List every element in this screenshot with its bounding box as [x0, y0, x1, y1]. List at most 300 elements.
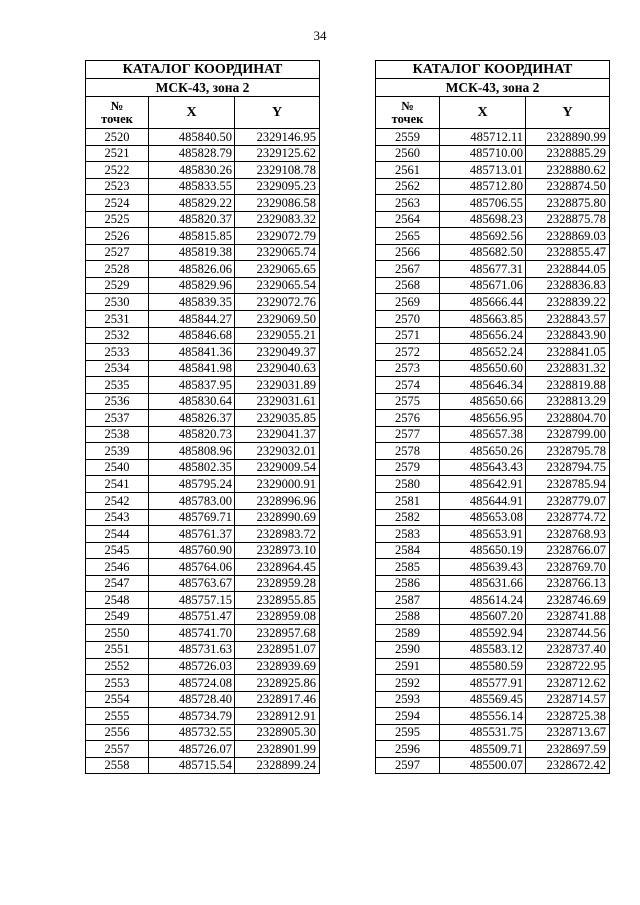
table-row [86, 459, 320, 476]
x-coordinate-cell: 485763.67 [149, 575, 235, 592]
table-row [86, 162, 320, 179]
point-number-cell: 2556 [86, 724, 149, 741]
point-number-cell: 2537 [86, 410, 149, 427]
table-row [86, 476, 320, 493]
point-number-cell: 2554 [86, 691, 149, 708]
table-row [376, 393, 610, 410]
column-header-y: Y [235, 97, 320, 129]
y-coordinate-cell: 2328768.93 [526, 526, 610, 543]
table-row [86, 608, 320, 625]
table-row [86, 360, 320, 377]
table-row [376, 327, 610, 344]
table-row [376, 129, 610, 146]
x-coordinate-cell: 485643.43 [440, 459, 526, 476]
point-number-cell: 2534 [86, 360, 149, 377]
x-coordinate-cell: 485666.44 [440, 294, 526, 311]
y-coordinate-cell: 2329031.89 [235, 377, 320, 394]
point-number-cell: 2530 [86, 294, 149, 311]
point-number-cell: 2566 [376, 244, 440, 261]
point-number-cell: 2541 [86, 476, 149, 493]
table-row [376, 244, 610, 261]
y-coordinate-cell: 2328819.88 [526, 377, 610, 394]
table-row [376, 691, 610, 708]
point-number-cell: 2580 [376, 476, 440, 493]
x-coordinate-cell: 485710.00 [440, 145, 526, 162]
table-row [86, 393, 320, 410]
y-coordinate-cell: 2328939.69 [235, 658, 320, 675]
table-row [86, 129, 320, 146]
y-coordinate-cell: 2328957.68 [235, 625, 320, 642]
x-coordinate-cell: 485556.14 [440, 708, 526, 725]
y-coordinate-cell: 2328766.13 [526, 575, 610, 592]
column-header-point-number [376, 97, 440, 129]
y-coordinate-cell: 2328905.30 [235, 724, 320, 741]
point-number-cell: 2550 [86, 625, 149, 642]
x-coordinate-cell: 485663.85 [440, 311, 526, 328]
table-row [376, 575, 610, 592]
table-row [376, 559, 610, 576]
point-number-cell: 2588 [376, 608, 440, 625]
point-number-cell: 2591 [376, 658, 440, 675]
point-number-cell: 2547 [86, 575, 149, 592]
y-coordinate-cell: 2328799.00 [526, 426, 610, 443]
y-coordinate-cell: 2328722.95 [526, 658, 610, 675]
point-number-cell: 2551 [86, 641, 149, 658]
x-coordinate-cell: 485650.60 [440, 360, 526, 377]
y-coordinate-cell: 2329032.01 [235, 443, 320, 460]
table-row [86, 410, 320, 427]
table-row [86, 575, 320, 592]
x-coordinate-cell: 485653.91 [440, 526, 526, 543]
point-number-cell: 2524 [86, 195, 149, 212]
point-number-cell: 2568 [376, 277, 440, 294]
table-row [86, 691, 320, 708]
y-coordinate-cell: 2329083.32 [235, 211, 320, 228]
point-number-cell: 2522 [86, 162, 149, 179]
point-number-cell: 2564 [376, 211, 440, 228]
x-coordinate-cell: 485692.56 [440, 228, 526, 245]
column-header-points: точек [391, 111, 424, 126]
table-row [376, 708, 610, 725]
point-number-cell: 2545 [86, 542, 149, 559]
table-row [376, 625, 610, 642]
y-coordinate-cell: 2328672.42 [526, 757, 610, 774]
table-row [86, 509, 320, 526]
x-coordinate-cell: 485846.68 [149, 327, 235, 344]
x-coordinate-cell: 485830.64 [149, 393, 235, 410]
table-subtitle: МСК-43, зона 2 [86, 79, 320, 97]
y-coordinate-cell: 2328899.24 [235, 757, 320, 774]
point-number-cell: 2587 [376, 592, 440, 609]
x-coordinate-cell: 485837.95 [149, 377, 235, 394]
table-row [86, 145, 320, 162]
y-coordinate-cell: 2328885.29 [526, 145, 610, 162]
table-row [376, 294, 610, 311]
point-number-cell: 2538 [86, 426, 149, 443]
x-coordinate-cell: 485580.59 [440, 658, 526, 675]
table-row [86, 493, 320, 510]
table-row [86, 757, 320, 774]
table-row [376, 509, 610, 526]
point-number-cell: 2577 [376, 426, 440, 443]
y-coordinate-cell: 2328844.05 [526, 261, 610, 278]
point-number-cell: 2563 [376, 195, 440, 212]
x-coordinate-cell: 485828.79 [149, 145, 235, 162]
y-coordinate-cell: 2329049.37 [235, 344, 320, 361]
y-coordinate-cell: 2328875.78 [526, 211, 610, 228]
x-coordinate-cell: 485712.11 [440, 129, 526, 146]
y-coordinate-cell: 2329065.54 [235, 277, 320, 294]
x-coordinate-cell: 485642.91 [440, 476, 526, 493]
y-coordinate-cell: 2329065.74 [235, 244, 320, 261]
point-number-cell: 2576 [376, 410, 440, 427]
y-coordinate-cell: 2328843.90 [526, 327, 610, 344]
y-coordinate-cell: 2328951.07 [235, 641, 320, 658]
table-row [86, 178, 320, 195]
y-coordinate-cell: 2328744.56 [526, 625, 610, 642]
point-number-cell: 2561 [376, 162, 440, 179]
y-coordinate-cell: 2328959.08 [235, 608, 320, 625]
y-coordinate-cell: 2328890.99 [526, 129, 610, 146]
table-row [86, 228, 320, 245]
point-number-cell: 2523 [86, 178, 149, 195]
point-number-cell: 2594 [376, 708, 440, 725]
x-coordinate-cell: 485677.31 [440, 261, 526, 278]
y-coordinate-cell: 2328746.69 [526, 592, 610, 609]
x-coordinate-cell: 485829.22 [149, 195, 235, 212]
table-row [376, 195, 610, 212]
y-coordinate-cell: 2328785.94 [526, 476, 610, 493]
point-number-cell: 2567 [376, 261, 440, 278]
table-row [376, 757, 610, 774]
x-coordinate-cell: 485656.95 [440, 410, 526, 427]
point-number-cell: 2549 [86, 608, 149, 625]
y-coordinate-cell: 2328774.72 [526, 509, 610, 526]
table-row [376, 641, 610, 658]
y-coordinate-cell: 2328917.46 [235, 691, 320, 708]
x-coordinate-cell: 485607.20 [440, 608, 526, 625]
x-coordinate-cell: 485715.54 [149, 757, 235, 774]
table-row [86, 559, 320, 576]
table-row [376, 426, 610, 443]
table-row [86, 344, 320, 361]
x-coordinate-cell: 485500.07 [440, 757, 526, 774]
x-coordinate-cell: 485840.50 [149, 129, 235, 146]
y-coordinate-cell: 2328880.62 [526, 162, 610, 179]
x-coordinate-cell: 485592.94 [440, 625, 526, 642]
x-coordinate-cell: 485769.71 [149, 509, 235, 526]
column-header-num-sign: № [401, 99, 414, 113]
y-coordinate-cell: 2329031.61 [235, 393, 320, 410]
table-row [376, 658, 610, 675]
point-number-cell: 2574 [376, 377, 440, 394]
table-row [86, 311, 320, 328]
table-row [376, 162, 610, 179]
x-coordinate-cell: 485731.63 [149, 641, 235, 658]
x-coordinate-cell: 485631.66 [440, 575, 526, 592]
point-number-cell: 2579 [376, 459, 440, 476]
x-coordinate-cell: 485657.38 [440, 426, 526, 443]
table-row [86, 195, 320, 212]
table-row [376, 360, 610, 377]
x-coordinate-cell: 485808.96 [149, 443, 235, 460]
x-coordinate-cell: 485841.98 [149, 360, 235, 377]
point-number-cell: 2565 [376, 228, 440, 245]
point-number-cell: 2555 [86, 708, 149, 725]
point-number-cell: 2536 [86, 393, 149, 410]
x-coordinate-cell: 485841.36 [149, 344, 235, 361]
y-coordinate-cell: 2328769.70 [526, 559, 610, 576]
x-coordinate-cell: 485724.08 [149, 675, 235, 692]
table-row [86, 277, 320, 294]
column-header-num-sign: № [110, 99, 124, 113]
point-number-cell: 2572 [376, 344, 440, 361]
x-coordinate-cell: 485826.37 [149, 410, 235, 427]
y-coordinate-cell: 2328804.70 [526, 410, 610, 427]
x-coordinate-cell: 485830.26 [149, 162, 235, 179]
table-subtitle: МСК-43, зона 2 [376, 79, 610, 97]
table-row [86, 625, 320, 642]
x-coordinate-cell: 485757.15 [149, 592, 235, 609]
y-coordinate-cell: 2328983.72 [235, 526, 320, 543]
point-number-cell: 2539 [86, 443, 149, 460]
point-number-cell: 2593 [376, 691, 440, 708]
y-coordinate-cell: 2328725.38 [526, 708, 610, 725]
table-row [376, 741, 610, 758]
table-body-right [376, 129, 610, 774]
point-number-cell: 2575 [376, 393, 440, 410]
table-row [376, 277, 610, 294]
table-row [86, 675, 320, 692]
x-coordinate-cell: 485644.91 [440, 493, 526, 510]
point-number-cell: 2589 [376, 625, 440, 642]
y-coordinate-cell: 2328990.69 [235, 509, 320, 526]
y-coordinate-cell: 2329072.79 [235, 228, 320, 245]
y-coordinate-cell: 2329009.54 [235, 459, 320, 476]
y-coordinate-cell: 2328714.57 [526, 691, 610, 708]
y-coordinate-cell: 2328779.07 [526, 493, 610, 510]
y-coordinate-cell: 2329108.78 [235, 162, 320, 179]
y-coordinate-cell: 2329095.23 [235, 178, 320, 195]
point-number-cell: 2569 [376, 294, 440, 311]
point-number-cell: 2582 [376, 509, 440, 526]
x-coordinate-cell: 485712.80 [440, 178, 526, 195]
x-coordinate-cell: 485614.24 [440, 592, 526, 609]
point-number-cell: 2533 [86, 344, 149, 361]
x-coordinate-cell: 485734.79 [149, 708, 235, 725]
x-coordinate-cell: 485820.37 [149, 211, 235, 228]
y-coordinate-cell: 2328855.47 [526, 244, 610, 261]
table-row [376, 178, 610, 195]
table-row [86, 244, 320, 261]
x-coordinate-cell: 485577.91 [440, 675, 526, 692]
x-coordinate-cell: 485764.06 [149, 559, 235, 576]
y-coordinate-cell: 2328955.85 [235, 592, 320, 609]
point-number-cell: 2596 [376, 741, 440, 758]
x-coordinate-cell: 485726.07 [149, 741, 235, 758]
x-coordinate-cell: 485795.24 [149, 476, 235, 493]
table-row [86, 377, 320, 394]
point-number-cell: 2531 [86, 311, 149, 328]
y-coordinate-cell: 2328737.40 [526, 641, 610, 658]
y-coordinate-cell: 2328973.10 [235, 542, 320, 559]
y-coordinate-cell: 2328901.99 [235, 741, 320, 758]
y-coordinate-cell: 2329065.65 [235, 261, 320, 278]
point-number-cell: 2552 [86, 658, 149, 675]
point-number-cell: 2585 [376, 559, 440, 576]
column-header-points: точек [101, 111, 133, 126]
y-coordinate-cell: 2329086.58 [235, 195, 320, 212]
table-row [376, 443, 610, 460]
table-row [376, 526, 610, 543]
y-coordinate-cell: 2329146.95 [235, 129, 320, 146]
table-row [86, 542, 320, 559]
point-number-cell: 2526 [86, 228, 149, 245]
y-coordinate-cell: 2328925.86 [235, 675, 320, 692]
x-coordinate-cell: 485839.35 [149, 294, 235, 311]
point-number-cell: 2543 [86, 509, 149, 526]
x-coordinate-cell: 485726.03 [149, 658, 235, 675]
table-row [376, 344, 610, 361]
x-coordinate-cell: 485653.08 [440, 509, 526, 526]
point-number-cell: 2532 [86, 327, 149, 344]
y-coordinate-cell: 2328841.05 [526, 344, 610, 361]
table-row [376, 311, 610, 328]
y-coordinate-cell: 2328794.75 [526, 459, 610, 476]
point-number-cell: 2560 [376, 145, 440, 162]
y-coordinate-cell: 2328766.07 [526, 542, 610, 559]
y-coordinate-cell: 2328996.96 [235, 493, 320, 510]
y-coordinate-cell: 2328839.22 [526, 294, 610, 311]
y-coordinate-cell: 2329069.50 [235, 311, 320, 328]
table-row [86, 592, 320, 609]
y-coordinate-cell: 2329125.62 [235, 145, 320, 162]
y-coordinate-cell: 2328836.83 [526, 277, 610, 294]
point-number-cell: 2578 [376, 443, 440, 460]
y-coordinate-cell: 2328912.91 [235, 708, 320, 725]
x-coordinate-cell: 485741.70 [149, 625, 235, 642]
table-row [86, 426, 320, 443]
point-number-cell: 2583 [376, 526, 440, 543]
table-row [376, 261, 610, 278]
y-coordinate-cell: 2328964.45 [235, 559, 320, 576]
table-row [86, 211, 320, 228]
x-coordinate-cell: 485783.00 [149, 493, 235, 510]
table-row [376, 145, 610, 162]
table-row [376, 542, 610, 559]
point-number-cell: 2570 [376, 311, 440, 328]
x-coordinate-cell: 485682.50 [440, 244, 526, 261]
y-coordinate-cell: 2329035.85 [235, 410, 320, 427]
table-row [86, 261, 320, 278]
point-number-cell: 2562 [376, 178, 440, 195]
table-body-left [86, 129, 320, 774]
point-number-cell: 2540 [86, 459, 149, 476]
table-row [86, 443, 320, 460]
table-row [376, 724, 610, 741]
x-coordinate-cell: 485509.71 [440, 741, 526, 758]
x-coordinate-cell: 485728.40 [149, 691, 235, 708]
y-coordinate-cell: 2328869.03 [526, 228, 610, 245]
x-coordinate-cell: 485819.38 [149, 244, 235, 261]
table-row [376, 592, 610, 609]
x-coordinate-cell: 485844.27 [149, 311, 235, 328]
x-coordinate-cell: 485531.75 [440, 724, 526, 741]
point-number-cell: 2527 [86, 244, 149, 261]
x-coordinate-cell: 485761.37 [149, 526, 235, 543]
table-row [376, 493, 610, 510]
point-number-cell: 2597 [376, 757, 440, 774]
point-number-cell: 2573 [376, 360, 440, 377]
y-coordinate-cell: 2328831.32 [526, 360, 610, 377]
x-coordinate-cell: 485713.01 [440, 162, 526, 179]
y-coordinate-cell: 2328874.50 [526, 178, 610, 195]
table-row [376, 459, 610, 476]
point-number-cell: 2553 [86, 675, 149, 692]
y-coordinate-cell: 2328712.62 [526, 675, 610, 692]
x-coordinate-cell: 485802.35 [149, 459, 235, 476]
coordinate-catalog-table-right [375, 60, 610, 774]
point-number-cell: 2592 [376, 675, 440, 692]
y-coordinate-cell: 2328959.28 [235, 575, 320, 592]
column-header-y: Y [526, 97, 610, 129]
point-number-cell: 2590 [376, 641, 440, 658]
y-coordinate-cell: 2328697.59 [526, 741, 610, 758]
table-row [376, 410, 610, 427]
point-number-cell: 2595 [376, 724, 440, 741]
y-coordinate-cell: 2329041.37 [235, 426, 320, 443]
x-coordinate-cell: 485656.24 [440, 327, 526, 344]
x-coordinate-cell: 485826.06 [149, 261, 235, 278]
x-coordinate-cell: 485760.90 [149, 542, 235, 559]
point-number-cell: 2528 [86, 261, 149, 278]
table-row [86, 526, 320, 543]
y-coordinate-cell: 2328875.80 [526, 195, 610, 212]
point-number-cell: 2584 [376, 542, 440, 559]
point-number-cell: 2557 [86, 741, 149, 758]
y-coordinate-cell: 2328713.67 [526, 724, 610, 741]
x-coordinate-cell: 485646.34 [440, 377, 526, 394]
y-coordinate-cell: 2329040.63 [235, 360, 320, 377]
x-coordinate-cell: 485639.43 [440, 559, 526, 576]
column-header-x: X [149, 97, 235, 129]
table-row [86, 708, 320, 725]
x-coordinate-cell: 485698.23 [440, 211, 526, 228]
point-number-cell: 2571 [376, 327, 440, 344]
x-coordinate-cell: 485650.19 [440, 542, 526, 559]
table-row [86, 658, 320, 675]
table-title: КАТАЛОГ КООРДИНАТ [86, 61, 320, 79]
x-coordinate-cell: 485732.55 [149, 724, 235, 741]
table-row [86, 724, 320, 741]
point-number-cell: 2546 [86, 559, 149, 576]
x-coordinate-cell: 485833.55 [149, 178, 235, 195]
table-row [376, 608, 610, 625]
point-number-cell: 2544 [86, 526, 149, 543]
x-coordinate-cell: 485652.24 [440, 344, 526, 361]
table-row [376, 675, 610, 692]
x-coordinate-cell: 485815.85 [149, 228, 235, 245]
column-header-x: X [440, 97, 526, 129]
x-coordinate-cell: 485706.55 [440, 195, 526, 212]
x-coordinate-cell: 485829.96 [149, 277, 235, 294]
point-number-cell: 2529 [86, 277, 149, 294]
point-number-cell: 2521 [86, 145, 149, 162]
y-coordinate-cell: 2328843.57 [526, 311, 610, 328]
x-coordinate-cell: 485671.06 [440, 277, 526, 294]
y-coordinate-cell: 2328795.78 [526, 443, 610, 460]
x-coordinate-cell: 485650.26 [440, 443, 526, 460]
